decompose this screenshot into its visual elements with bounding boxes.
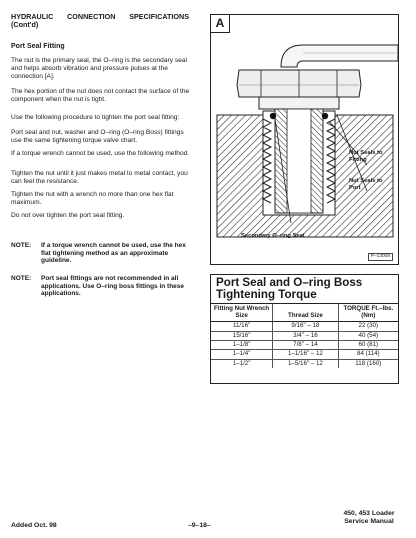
paragraph: If a torque wrench cannot be used, use the following method. [11,150,190,157]
header-thread-size: Thread Size [273,304,338,322]
torque-grid [211,304,398,368]
figure-id: P–13008 [368,253,393,261]
cell-torque: 60 (81) [338,341,398,350]
cell-wrench: 15/16" [211,331,273,340]
table-row [211,322,398,331]
paragraph: Use the following procedure to tighten the port seal fitting: [11,114,180,121]
paragraph: Do not over tighten the port seal fitting. [11,212,125,219]
paragraph: The hex portion of the nut does not contact the surface of the component when the nut is tight. [11,88,190,104]
paragraph: The nut is the primary seal, the O–ring is the secondary seal and helps absorb vibration and pressure pulses at the connection [A]. [11,57,187,81]
paragraph: Port seal and nut, washer and O–ring (O–ring Boss) fittings use the same tightening torque valve chart. [11,129,184,145]
table-header-row [211,304,398,322]
header-wrench-size: Fitting Nut Wrench Size [211,304,273,322]
figure-tag: A [211,15,230,33]
note-text: If a torque wrench cannot be used, use the hex flat tightening method as an approximate guideline. [41,242,186,265]
heading-word-2: CONNECTION [67,12,116,21]
page-number: –9–18– [188,522,211,529]
footer-model: 450, 453 Loader [343,510,395,517]
table-row [211,331,398,340]
callout-nut-seals-port: Nut Seals to Port [349,178,383,191]
note [11,275,193,298]
cell-wrench: 1–1/8" [211,341,273,350]
footer-manual-title [334,510,404,525]
heading-cont: (Cont'd) [11,20,39,30]
note-label: NOTE: [11,242,32,249]
section-heading [11,13,189,30]
cell-torque: 84 (114) [338,350,398,359]
paragraph: Tighten the nut until it just makes metal to metal contact, you can feel the resistance. [11,170,188,186]
cell-torque: 22 (30) [338,322,398,331]
torque-table [210,274,399,384]
cell-thread: 3/4" – 16 [273,331,338,340]
heading-word-3: SPECIFICATIONS [129,12,189,21]
table-title: Port Seal and O–ring Boss Tightening Torque [211,275,398,304]
paragraph: Tighten the nut with a wrench no more than one hex flat maximum. [11,191,174,207]
cell-wrench: 1–1/4" [211,350,273,359]
cell-torque: 118 (160) [355,359,382,367]
cell-thread: 1–1/16" – 12 [273,350,338,359]
callout-nut-seals-fitting: Nut Seals to Fitting [349,150,383,163]
note [11,242,193,265]
cell-thread: 1–5/16" – 12 [273,359,338,368]
figure-a [210,14,399,265]
cell-thread: 9/16" – 18 [273,322,338,331]
footer-manual: Service Manual [344,517,394,525]
table-row [211,350,398,359]
footer-added-date: Added Oct. 98 [11,522,57,529]
note-text: Port seal fittings are not recommended in all applications. Use O–ring boss fittings in these applications. [41,275,185,298]
cell-thread: 7/8" – 14 [273,341,338,350]
cell-torque: 40 (54) [338,331,398,340]
table-row [211,359,398,368]
section-title: Port Seal Fitting [11,43,65,50]
cell-wrench: 11/16" [211,322,273,331]
note-label: NOTE: [11,275,32,282]
callout-secondary-oring: Secondary O–ring Seal [241,233,305,239]
table-row [211,341,398,350]
heading-word-1: HYDRAULIC [11,12,54,21]
header-torque: TORQUE Ft.–lbs. (Nm) [338,304,398,322]
port-seal-fitting-illustration [211,15,398,264]
cell-wrench: 1–1/2" [211,359,273,368]
